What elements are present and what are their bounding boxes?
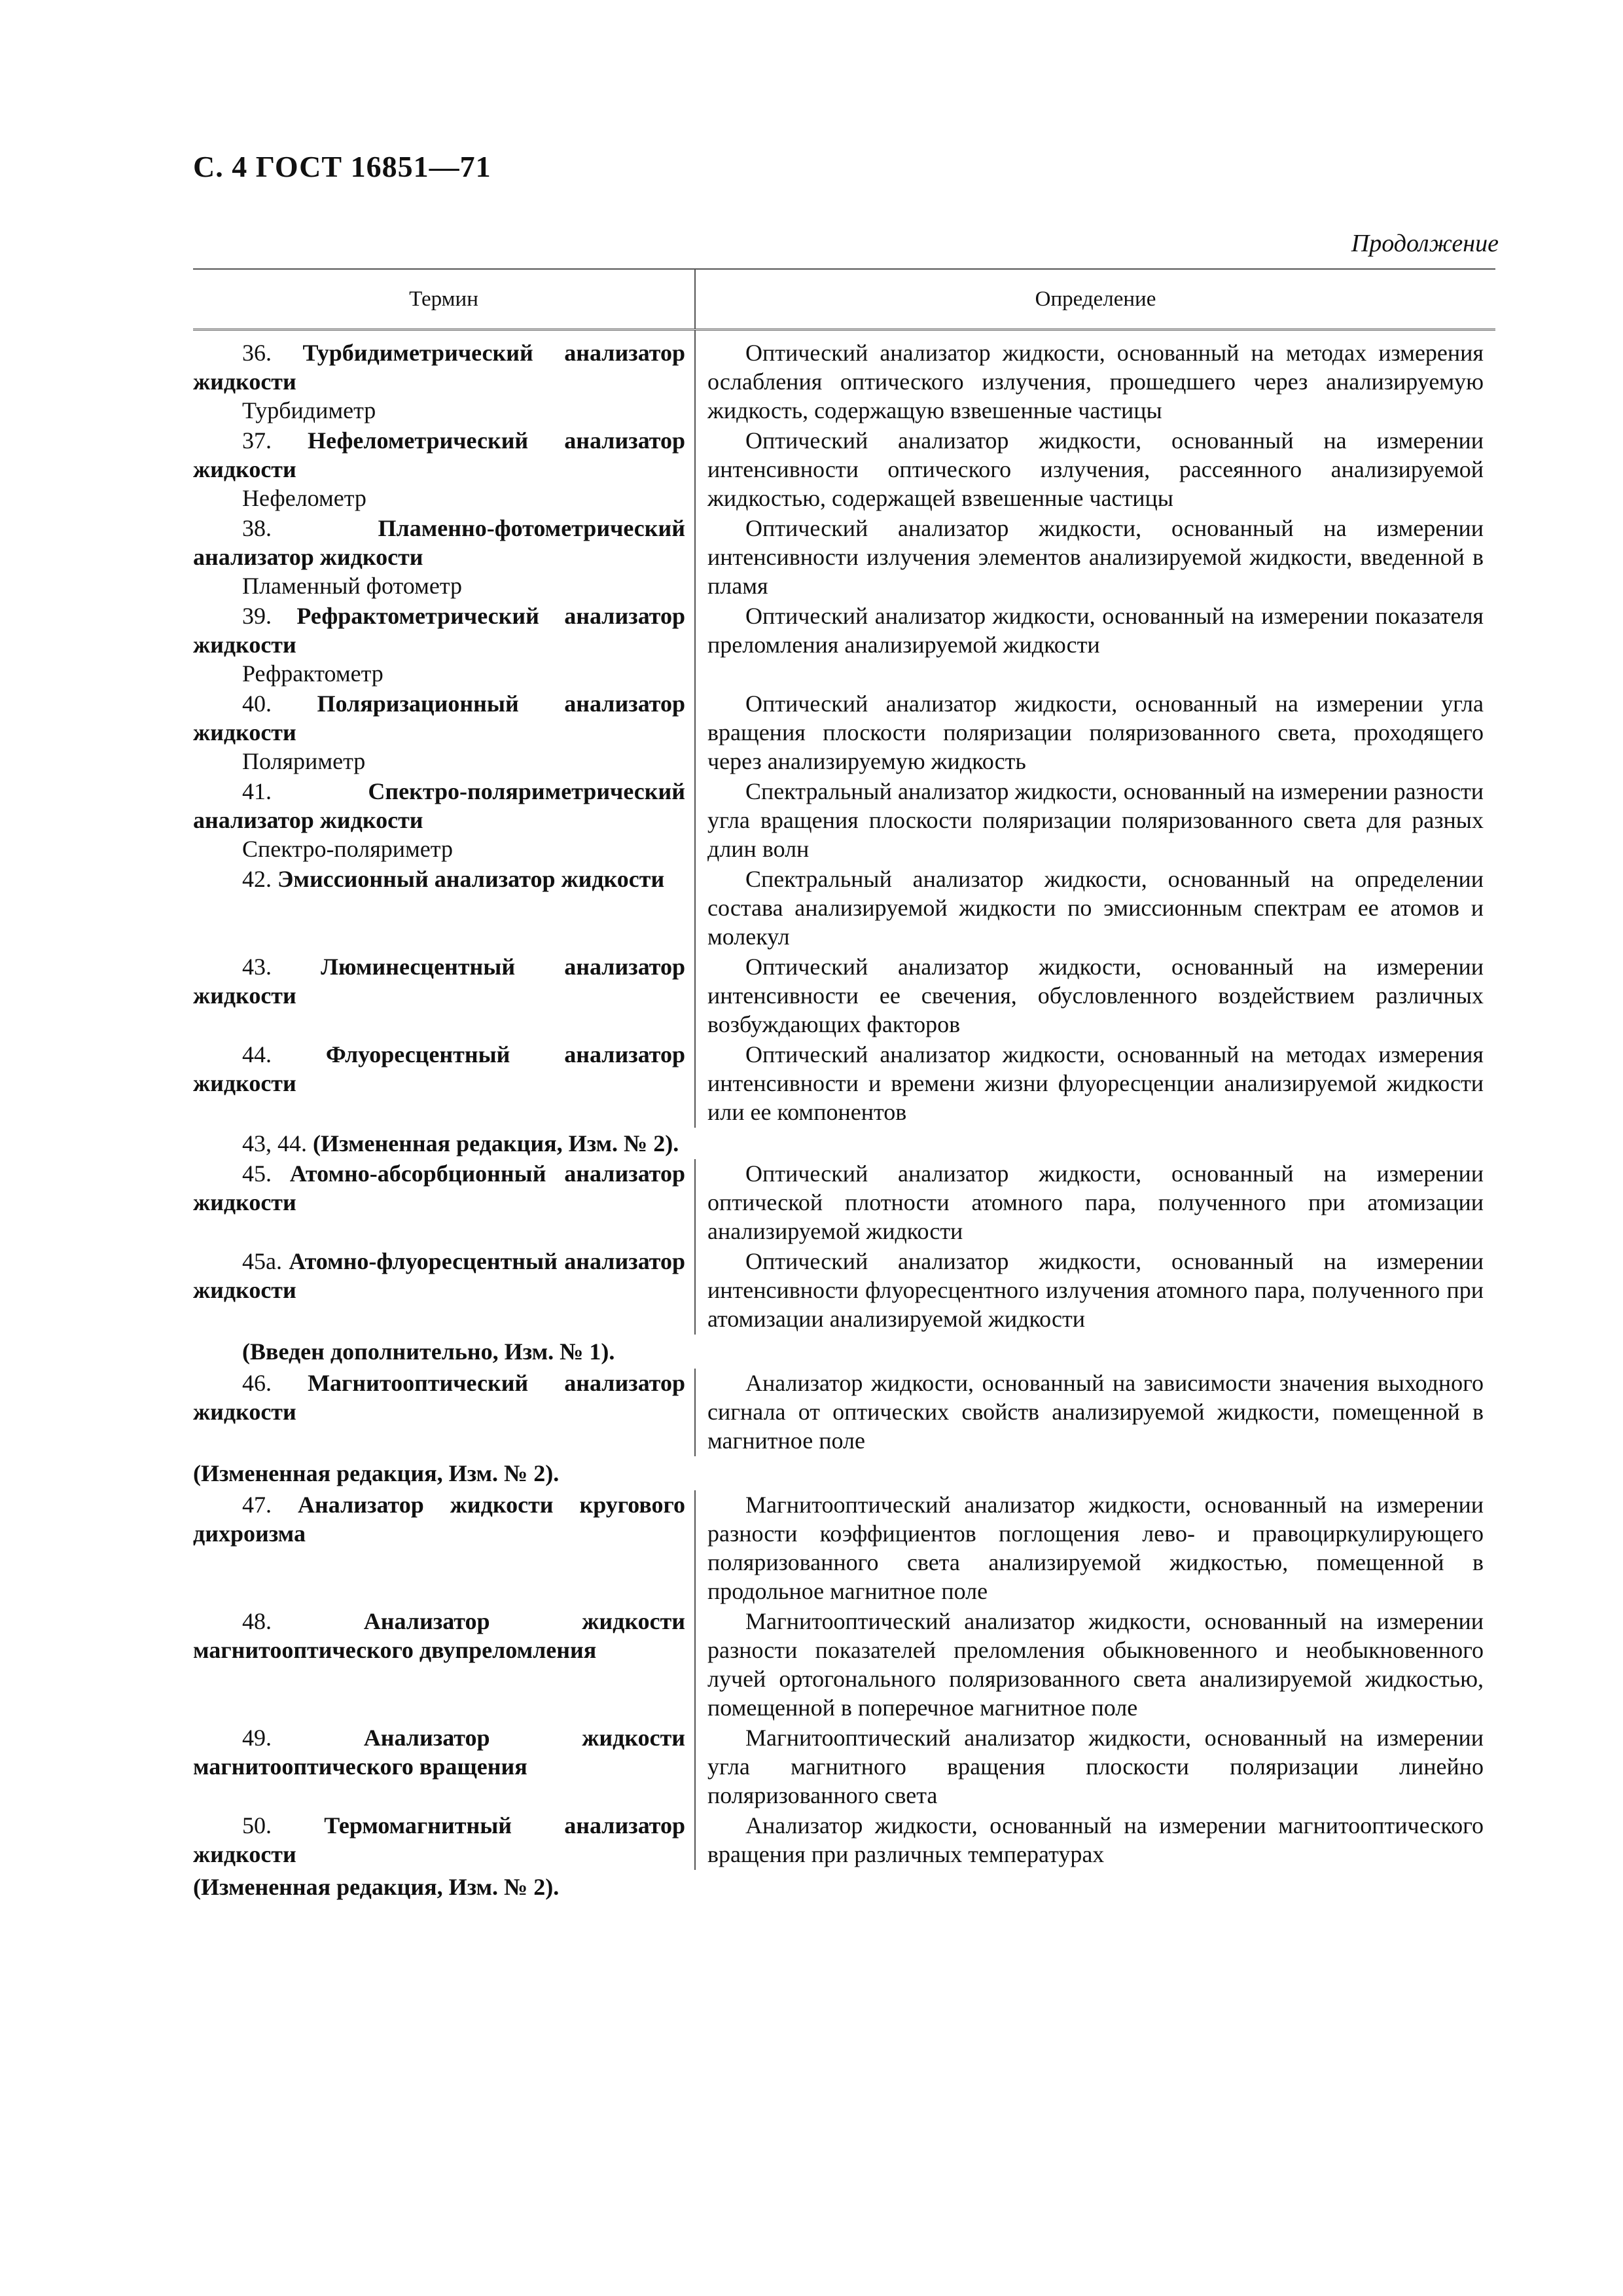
term-name: Анализатор жидкости магнитооптического двупреломления xyxy=(193,1608,685,1663)
table-segment xyxy=(193,1490,1495,1870)
terms-table xyxy=(193,268,1495,1904)
note-text: (Измененная редакция, Изм. № 2). xyxy=(193,1460,560,1486)
term-cell xyxy=(193,777,696,863)
table-header xyxy=(193,270,1495,331)
note-text: (Измененная редакция, Изм. № 2). xyxy=(313,1130,679,1157)
term-name: Спектро-поляриметрический анализатор жидкости xyxy=(193,778,685,833)
column-header-definition: Определение xyxy=(1035,287,1156,311)
continuation-label: Продолжение xyxy=(1351,230,1499,257)
table-row xyxy=(193,601,1495,689)
table-row xyxy=(193,1607,1495,1723)
term-synonym: Пламенный фотометр xyxy=(242,573,463,599)
table-row xyxy=(193,1247,1495,1335)
term-heading xyxy=(193,514,685,571)
term-number: 50. xyxy=(242,1812,325,1839)
term-heading xyxy=(193,1369,685,1426)
note-numbers: 43, 44. xyxy=(242,1130,313,1157)
column-divider xyxy=(694,1369,696,1456)
table-row xyxy=(193,1811,1495,1870)
term-name: Магнитооптический анализатор жидкости xyxy=(193,1370,685,1425)
table-segment xyxy=(193,331,1495,1128)
term-name: Рефрактометрический анализатор жидкости xyxy=(193,603,685,658)
term-cell xyxy=(193,1040,696,1126)
definition-cell: Оптический анализатор жидкости, основанный на измерении оптической плотности атомного пара, полученного при атомизации анализируемой жидкости xyxy=(707,1160,1484,1244)
definition-cell: Оптический анализатор жидкости, основанный на измерении угла вращения плоскости поляризации поляризованного света, проходящего через анализируемую жидкость xyxy=(707,691,1484,774)
table-row xyxy=(193,426,1495,514)
table-row xyxy=(193,689,1495,777)
term-heading xyxy=(193,1723,685,1781)
definition-cell: Анализатор жидкости, основанный на измерении магнитооптического вращения при различных температурах xyxy=(707,1812,1484,1867)
term-cell xyxy=(193,1811,696,1869)
term-heading xyxy=(193,1247,685,1304)
definition-cell: Оптический анализатор жидкости, основанный на методах измерения интенсивности и времени жизни флуоресценции анализируемой жидкости или ее компонентов xyxy=(707,1041,1484,1125)
term-number: 45а. xyxy=(242,1248,289,1274)
term-heading xyxy=(193,689,685,747)
term-heading xyxy=(193,601,685,659)
term-cell xyxy=(193,514,696,600)
column-divider xyxy=(694,331,696,1128)
term-heading xyxy=(193,1607,685,1664)
table-segment xyxy=(193,1159,1495,1335)
column-divider xyxy=(694,1159,696,1335)
term-name: Пламенно-фотометрический анализатор жидкости xyxy=(193,515,685,570)
definition-cell: Оптический анализатор жидкости, основанный на измерении интенсивности оптического излучения, рассеянного анализируемой жидкостью, содержащей взвешенные частицы xyxy=(707,427,1484,511)
definition-cell: Оптический анализатор жидкости, основанный на измерении интенсивности излучения элементов анализируемой жидкости, введенной в пламя xyxy=(707,515,1484,599)
term-cell xyxy=(193,1159,696,1246)
term-number: 39. xyxy=(242,603,297,629)
table-row xyxy=(193,1040,1495,1128)
term-name: Анализатор жидкости кругового дихроизма xyxy=(193,1492,686,1547)
term-number: 47. xyxy=(242,1492,298,1518)
term-synonym: Турбидиметр xyxy=(242,397,376,423)
term-number: 46. xyxy=(242,1370,308,1396)
definition-cell: Оптический анализатор жидкости, основанный на измерении показателя преломления анализируемой жидкости xyxy=(707,603,1484,658)
term-name: Анализатор жидкости магнитооптического вращения xyxy=(193,1725,685,1780)
table-segment xyxy=(193,1369,1495,1456)
term-number: 45. xyxy=(242,1160,290,1187)
term-number: 49. xyxy=(242,1725,364,1751)
table-row xyxy=(193,777,1495,865)
term-name: Поляризационный анализатор жидкости xyxy=(193,691,686,745)
term-number: 36. xyxy=(242,340,303,366)
amendment-note xyxy=(193,1128,1495,1159)
table-row xyxy=(193,1723,1495,1811)
definition-cell: Магнитооптический анализатор жидкости, основанный на измерении угла магнитного вращения плоскости поляризации линейно поляризованного света xyxy=(707,1725,1484,1808)
term-synonym: Поляриметр xyxy=(242,748,366,774)
term-heading xyxy=(193,865,685,893)
amendment-note xyxy=(193,1335,1495,1369)
table-row xyxy=(193,1369,1495,1456)
term-heading xyxy=(193,777,685,834)
amendment-note xyxy=(193,1870,1495,1904)
term-synonym: Рефрактометр xyxy=(242,660,383,687)
amendment-note xyxy=(193,1456,1495,1490)
term-cell xyxy=(193,1607,696,1722)
term-synonym: Нефелометр xyxy=(242,485,366,511)
term-number: 37. xyxy=(242,427,308,454)
term-name: Эмиссионный анализатор жидкости xyxy=(277,866,665,892)
table-row xyxy=(193,514,1495,601)
term-name: Термомагнитный анализатор жидкости xyxy=(193,1812,686,1867)
term-name: Атомно-абсорбционный анализатор жидкости xyxy=(193,1160,685,1215)
term-name: Люминесцентный анализатор жидкости xyxy=(193,954,686,1009)
term-cell xyxy=(193,865,696,951)
definition-cell: Спектральный анализатор жидкости, основанный на определении состава анализируемой жидкости по эмиссионным спектрам ее атомов и молекул xyxy=(707,866,1484,950)
term-heading xyxy=(193,1159,685,1217)
table-row xyxy=(193,1490,1495,1607)
definition-cell: Магнитооптический анализатор жидкости, основанный на измерении разности показателей преломления обыкновенного и необыкновенного лучей ортогонального поляризованного света анализируемой жидкостью, помещенной в поперечное магнитное поле xyxy=(707,1608,1484,1721)
definition-cell: Оптический анализатор жидкости, основанный на измерении интенсивности флуоресцентного излучения атомного пара, полученного при атомизации анализируемой жидкости xyxy=(707,1248,1484,1332)
term-cell xyxy=(193,1490,696,1605)
term-heading xyxy=(193,1040,685,1098)
page-header: С. 4 ГОСТ 16851—71 xyxy=(193,150,491,183)
term-name: Атомно-флуоресцентный анализатор жидкости xyxy=(193,1248,686,1303)
table-row xyxy=(193,1159,1495,1247)
note-text: (Измененная редакция, Изм. № 2). xyxy=(193,1874,560,1900)
definition-cell: Оптический анализатор жидкости, основанный на измерении интенсивности ее свечения, обусловленного воздействием различных возбуждающих факторов xyxy=(707,954,1484,1037)
term-cell xyxy=(193,1723,696,1810)
term-cell xyxy=(193,426,696,512)
term-name: Флуоресцентный анализатор жидкости xyxy=(193,1041,685,1096)
term-heading xyxy=(193,1490,685,1548)
table-body xyxy=(193,331,1495,1904)
term-name: Нефелометрический анализатор жидкости xyxy=(193,427,685,482)
term-number: 38. xyxy=(242,515,378,541)
note-text: (Введен дополнительно, Изм. № 1). xyxy=(242,1338,615,1365)
column-header-term: Термин xyxy=(193,270,696,329)
term-number: 40. xyxy=(242,691,317,717)
term-number: 41. xyxy=(242,778,368,804)
term-number: 44. xyxy=(242,1041,326,1067)
definition-cell: Магнитооптический анализатор жидкости, основанный на измерении разности коэффициентов поглощения лево- и правоциркулирующего поляризованного света анализируемой жидкостью, помещенной в продольное магнитное поле xyxy=(707,1492,1484,1604)
term-number: 43. xyxy=(242,954,321,980)
term-cell xyxy=(193,1369,696,1455)
term-cell xyxy=(193,601,696,688)
term-cell xyxy=(193,338,696,425)
column-divider xyxy=(694,1490,696,1870)
table-row xyxy=(193,865,1495,952)
definition-cell: Спектральный анализатор жидкости, основанный на измерении разности угла вращения плоскости поляризации поляризованного света для разных длин волн xyxy=(707,778,1484,862)
term-number: 48. xyxy=(242,1608,364,1634)
term-synonym: Спектро-поляриметр xyxy=(242,836,453,862)
table-row xyxy=(193,952,1495,1040)
term-cell xyxy=(193,689,696,776)
definition-cell: Оптический анализатор жидкости, основанный на методах измерения ослабления оптического излучения, прошедшего через анализируемую жидкость, содержащую взвешенные частицы xyxy=(707,340,1484,423)
term-cell xyxy=(193,1247,696,1333)
term-heading xyxy=(193,1811,685,1869)
definition-cell: Анализатор жидкости, основанный на зависимости значения выходного сигнала от оптических свойств анализируемой жидкости, помещенной в магнитное поле xyxy=(707,1370,1484,1454)
term-heading xyxy=(193,952,685,1010)
term-heading xyxy=(193,426,685,484)
term-heading xyxy=(193,338,685,396)
term-name: Турбидиметрический анализатор жидкости xyxy=(193,340,686,395)
term-cell xyxy=(193,952,696,1039)
table-row xyxy=(193,338,1495,426)
term-number: 42. xyxy=(242,866,277,892)
